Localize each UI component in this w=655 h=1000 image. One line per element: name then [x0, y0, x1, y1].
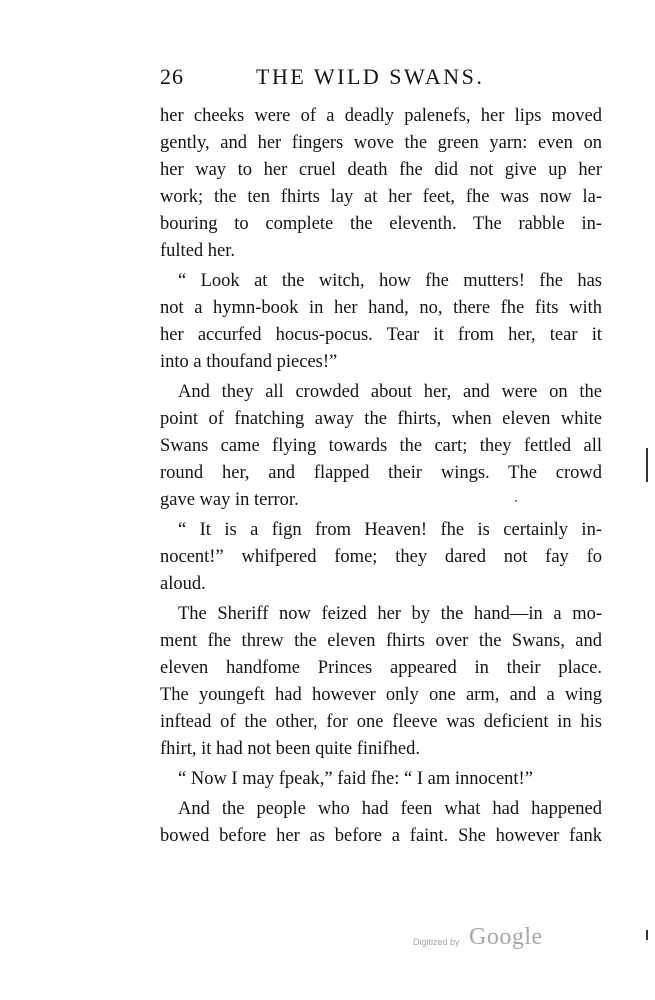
- text-line: her way to her cruel death fhe did not give up her: [160, 160, 602, 180]
- text-line: ment fhe threw the eleven fhirts over the Swans, and: [160, 631, 602, 651]
- body-text: [160, 103, 602, 850]
- text-line: “ It is a fign from Heaven! fhe is certainly in-: [178, 520, 602, 540]
- running-title: THE WILD SWANS.: [256, 64, 485, 89]
- scan-edge-mark: [646, 448, 648, 482]
- text-line: And they all crowded about her, and were on the: [178, 382, 602, 402]
- text-line: into a thoufand pieces!”: [160, 352, 338, 372]
- scan-speck: [515, 500, 517, 502]
- text-line: gently, and her fingers wove the green yarn: even on: [160, 133, 602, 153]
- text-line: nocent!” whifpered fome; they dared not fay fo: [160, 547, 602, 567]
- digitized-watermark: [413, 924, 553, 954]
- text-line: The Sheriff now feized her by the hand—in a mo-: [178, 604, 602, 624]
- text-line: round her, and flapped their wings. The crowd: [160, 463, 602, 483]
- google-wordmark: Google: [469, 924, 543, 950]
- text-line: The youngeft had however only one arm, and a wing: [160, 685, 602, 705]
- text-line: inftead of the other, for one fleeve was deficient in his: [160, 712, 602, 732]
- text-line: And the people who had feen what had happened: [178, 799, 602, 819]
- text-line: bowed before her as before a faint. She however fank: [160, 826, 602, 846]
- page-number: 26: [160, 64, 184, 89]
- text-line: gave way in terror.: [160, 490, 299, 510]
- scan-edge-mark: [646, 930, 648, 940]
- text-line: aloud.: [160, 574, 206, 594]
- text-line: her cheeks were of a deadly palenefs, her lips moved: [160, 106, 602, 126]
- text-line: point of fnatching away the fhirts, when eleven white: [160, 409, 602, 429]
- text-line: not a hymn-book in her hand, no, there fhe fits with: [160, 298, 602, 318]
- text-line: work; the ten fhirts lay at her feet, fhe was now la-: [160, 187, 602, 207]
- text-line: fhirt, it had not been quite finifhed.: [160, 739, 420, 759]
- text-line: Swans came flying towards the cart; they fettled all: [160, 436, 602, 456]
- text-line: eleven handfome Princes appeared in their place.: [160, 658, 602, 678]
- text-line: “ Look at the witch, how fhe mutters! fhe has: [178, 271, 602, 291]
- text-line: fulted her.: [160, 241, 236, 261]
- digitized-prefix: Digitized by: [413, 937, 460, 947]
- text-line: bouring to complete the eleventh. The rabble in-: [160, 214, 602, 234]
- text-line: “ Now I may fpeak,” faid fhe: “ I am innocent!”: [178, 769, 533, 789]
- page-header: [160, 64, 600, 94]
- text-line: her accurfed hocus-pocus. Tear it from her, tear it: [160, 325, 602, 345]
